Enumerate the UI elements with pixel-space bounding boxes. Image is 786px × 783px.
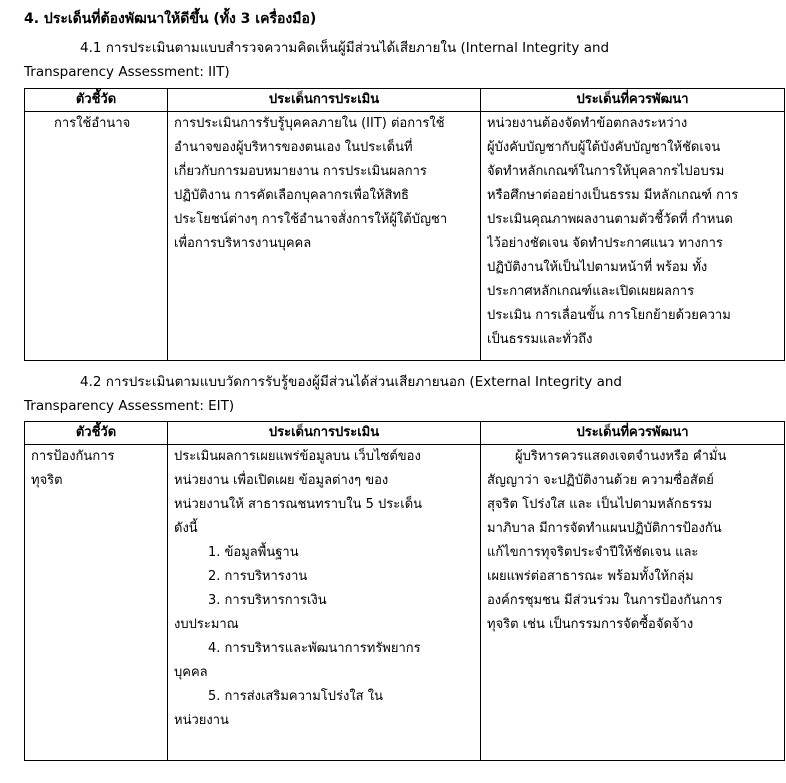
iit-table — [24, 88, 785, 361]
iit-indicator-text: การใช้อำนาจ — [54, 116, 131, 131]
eit-issue-line: ประเมินผลการเผยแพร่ข้อมูลบน เว็บไซต์ของ — [174, 449, 421, 464]
eit-heading-line1: 4.2 การประเมินตามแบบวัดการรับรู้ของผู้มีส่วนได้ส่วนเสียภายนอก (External Integrity and — [80, 374, 622, 390]
iit-issue — [168, 112, 481, 361]
eit-issue — [168, 445, 481, 761]
iit-develop-line: ปฏิบัติงานให้เป็นไปตามหน้าที่ พร้อม ทั้ง — [487, 260, 708, 275]
eit-indicator-line: ทุจริต — [31, 473, 63, 488]
iit-develop-line: เป็นธรรมและทั่วถึง — [487, 332, 593, 347]
eit-develop-line: มาภิบาล มีการจัดทำแผนปฏิบัติการป้องกัน — [487, 521, 722, 536]
eit-develop-line: สัญญาว่า จะปฏิบัติงานด้วย ความซื่อสัตย์ — [487, 473, 714, 488]
eit-heading-line2: Transparency Assessment: EIT) — [24, 398, 235, 414]
eit-develop-line: สุจริต โปร่งใส และ เป็นไปตามหลักธรรม — [487, 497, 713, 512]
eit-table — [24, 421, 785, 761]
iit-col-develop: ประเด็นที่ควรพัฒนา — [481, 89, 785, 112]
iit-issue-line: ปฏิบัติงาน การคัดเลือกบุคลากรเพื่อให้สิทธิ — [174, 188, 409, 203]
iit-develop-line: หรือศึกษาต่ออย่างเป็นธรรม มีหลักเกณฑ์ การ — [487, 188, 739, 203]
iit-develop-line: จัดทำหลักเกณฑ์ในการให้บุคลากรไปอบรม — [487, 164, 725, 179]
eit-indicator-line: การป้องกันการ — [31, 449, 115, 464]
eit-row — [25, 445, 785, 761]
eit-issue-line: หน่วยงาน เพื่อเปิดเผย ข้อมูลต่างๆ ของ — [174, 473, 389, 488]
eit-issue-line: หน่วยงานให้ สาธารณชนทราบใน 5 ประเด็น — [174, 497, 423, 512]
section-title: 4. ประเด็นที่ต้องพัฒนาให้ดีขึ้น (ทั้ง 3 เครื่องมือ) — [24, 11, 317, 27]
iit-heading-line2: Transparency Assessment: IIT) — [24, 64, 230, 80]
eit-develop — [481, 445, 785, 761]
eit-indicator — [25, 445, 168, 761]
eit-issue-item-cont: บุคคล — [174, 665, 208, 680]
eit-issue-line: ดังนี้ — [174, 521, 198, 536]
eit-issue-item-cont: งบประมาณ — [174, 617, 239, 632]
eit-develop-line: เผยแพร่ต่อสาธารณะ พร้อมทั้งให้กลุ่ม — [487, 569, 694, 584]
iit-col-issue: ประเด็นการประเมิน — [168, 89, 481, 112]
eit-issue-item-cont: หน่วยงาน — [174, 713, 229, 728]
iit-develop-line: ประเมิน การเลื่อนขั้น การโยกย้ายด้วยความ — [487, 308, 731, 323]
iit-indicator — [25, 112, 168, 361]
iit-row — [25, 112, 785, 361]
eit-col-issue: ประเด็นการประเมิน — [168, 422, 481, 445]
eit-develop-line: ทุจริต เช่น เป็นกรรมการจัดซื้อจัดจ้าง — [487, 617, 694, 632]
iit-issue-line: ประโยชน์ต่างๆ การใช้อำนาจสั่งการให้ผู้ใต้บัญชา — [174, 212, 448, 227]
iit-develop-line: ผู้บังคับบัญชากับผู้ใต้บังคับบัญชาให้ชัดเจน — [487, 140, 721, 155]
iit-develop-line: ประเมินคุณภาพผลงานตามตัวชี้วัดที่ กำหนด — [487, 212, 733, 227]
iit-develop-line: ประกาศหลักเกณฑ์และเปิดเผยผลการ — [487, 284, 695, 299]
iit-issue-line: อำนาจของผู้บริหารของตนเอง ในประเด็นที่ — [174, 140, 413, 155]
eit-issue-item: 2. การบริหารงาน — [208, 569, 308, 584]
iit-develop-line: หน่วยงานต้องจัดทำข้อตกลงระหว่าง — [487, 116, 688, 131]
eit-issue-item: 5. การส่งเสริมความโปร่งใส ใน — [208, 689, 383, 704]
eit-col-develop: ประเด็นที่ควรพัฒนา — [481, 422, 785, 445]
eit-develop-line: ผู้บริหารควรแสดงเจตจำนงหรือ คำมั่น — [515, 449, 727, 464]
eit-header-row — [25, 422, 785, 445]
eit-develop-line: แก้ไขการทุจริตประจำปีให้ชัดเจน และ — [487, 545, 699, 560]
eit-develop-line: องค์กรชุมชน มีส่วนร่วม ในการป้องกันการ — [487, 593, 723, 608]
eit-issue-item: 4. การบริหารและพัฒนาการทรัพยากร — [208, 641, 421, 656]
eit-col-indicator: ตัวชี้วัด — [25, 422, 168, 445]
iit-header-row — [25, 89, 785, 112]
iit-issue-line: การประเมินการรับรู้บุคคลภายใน (IIT) ต่อการใช้ — [174, 116, 445, 131]
iit-issue-line: เกี่ยวกับการมอบหมายงาน การประเมินผลการ — [174, 164, 427, 179]
iit-develop — [481, 112, 785, 361]
eit-issue-item: 3. การบริหารการเงิน — [208, 593, 327, 608]
iit-col-indicator: ตัวชี้วัด — [25, 89, 168, 112]
iit-issue-line: เพื่อการบริหารงานบุคคล — [174, 236, 312, 251]
eit-issue-item: 1. ข้อมูลพื้นฐาน — [208, 545, 299, 560]
iit-develop-line: ไว้อย่างชัดเจน จัดทำประกาศแนว ทางการ — [487, 236, 723, 251]
iit-heading-line1: 4.1 การประเมินตามแบบสำรวจความคิดเห็นผู้มีส่วนได้เสียภายใน (Internal Integrity and — [80, 40, 610, 56]
